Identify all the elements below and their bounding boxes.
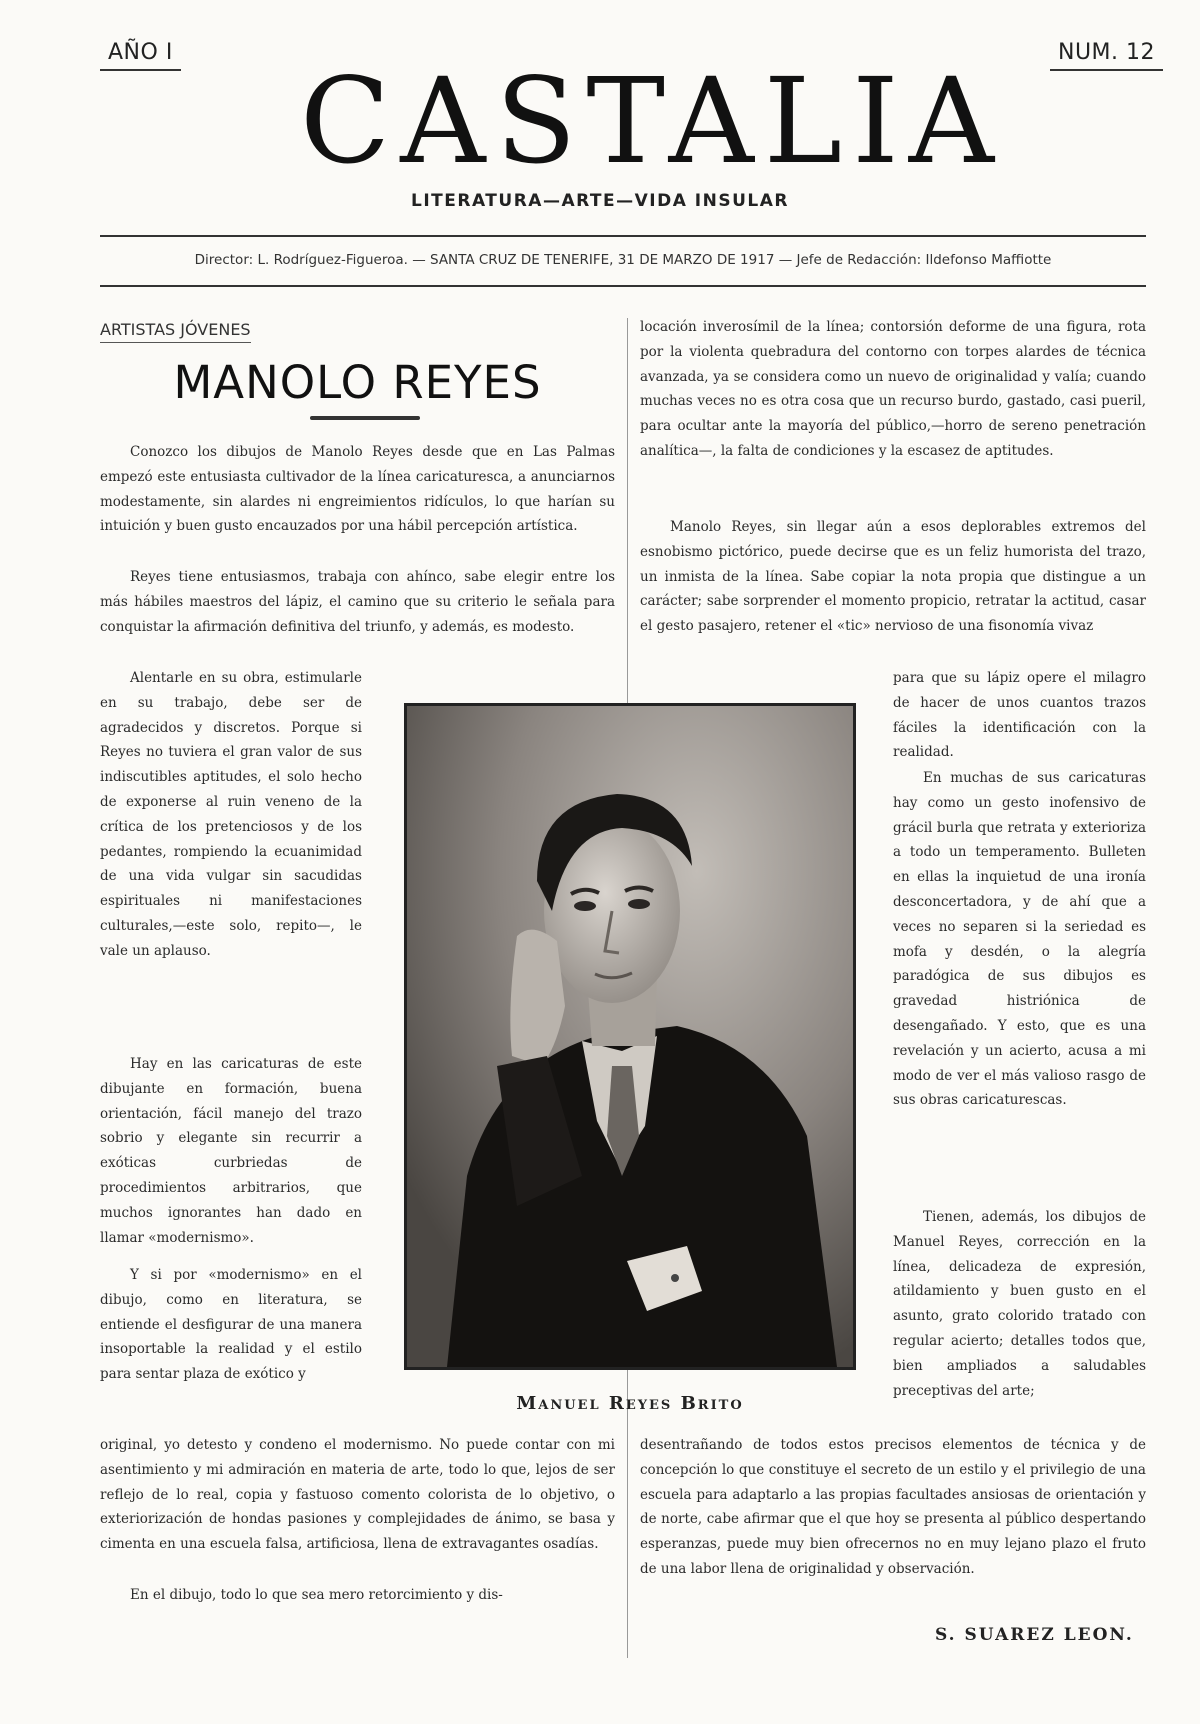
issue-number: NUM. 12	[1050, 40, 1163, 71]
paragraph-enthusiasm: Reyes tiene entusiasmos, trabaja con ahínco, sabe elegir entre los más hábiles maestros del lápiz, el camino que su criterio le señala para conquistar la afirmación definitiva del triunfo, y además, es modesto.	[100, 569, 615, 635]
paragraph-qualities: Tienen, además, los dibujos de Manuel Reyes, corrección en la línea, delicadeza de expresión, atildamiento y buen gusto en el asunto, grato colorido tratado con regular acierto; detalles todos que, bien ampliados a saludables preceptivas del arte;	[893, 1209, 1146, 1399]
header-rule-top	[100, 235, 1146, 237]
paragraph-dislocation: locación inverosímil de la línea; contorsión deforme de una figura, rota por la violenta quebradura del contorno con torpes alardes de técnica avanzada, ya se considera como un nuevo de originalidad y valía; cuando muchas veces no es otra cosa que un recurso burdo, gastado, casi pueril, para ocultar ante la mayoría del público,—horro de sereno penetración analítica—, la falta de condiciones y la escasez de aptitudes.	[640, 319, 1146, 459]
paragraph-conclusion: desentrañando de todos estos precisos elementos de técnica y de concepción lo que constituye el secreto de un estilo y el privilegio de una escuela para adaptarlo a las propias facultades ansiosas de orientación y de norte, cabe afirmar que el que hoy se presenta al público despertando esperanzas, puede muy bien ofrecernos no en muy lejano plazo el fruto de una labor llena de originalidad y observación.	[640, 1437, 1146, 1577]
paragraph-orientation: Hay en las caricaturas de este dibujante en formación, buena orientación, fácil manejo del trazo sobrio y elegante sin recurrir a exóticas curbriedas de procedimientos arbitrarios, que muchos ignorantes han dado en llamar «modernismo».	[100, 1056, 362, 1246]
paragraph-drawing: En el dibujo, todo lo que sea mero retorcimiento y dis-	[130, 1587, 503, 1603]
headline-ornament	[310, 416, 420, 420]
year-label: AÑO I	[100, 40, 181, 71]
paragraph-intro: Conozco los dibujos de Manolo Reyes desde que en Las Palmas empezó este entusiasta cultivador de la línea caricaturesca, a anunciarnos modestamente, sin alardes ni engreimientos ridículos, lo que harían su intuición y buen gusto encauzados por una hábil percepción artística.	[100, 444, 615, 535]
paragraph-miracle: para que su lápiz opere el milagro de hacer de unos cuantos trazos fáciles la identificación con la realidad.	[893, 670, 1146, 761]
photo-caption: Manuel Reyes Brito	[516, 1393, 744, 1414]
portrait-illustration	[407, 706, 853, 1367]
portrait-photo	[404, 703, 856, 1370]
header-rule-bottom	[100, 285, 1146, 287]
paragraph-humorist: Manolo Reyes, sin llegar aún a esos deplorables extremos del esnobismo pictórico, puede decirse que es un feliz humorista del trazo, un inmista de la línea. Sabe copiar la nota propia que distingue a un carácter; sabe sorprender el momento propicio, retratar la actitud, casar el gesto pasajero, retener el «tic» nervioso de una fisonomía vivaz	[640, 519, 1146, 635]
credits-line: Director: L. Rodríguez-Figueroa. — SANTA CRUZ DE TENERIFE, 31 DE MARZO DE 1917 — Jefe de Redacción: Ildefonso Maffiotte	[194, 252, 1052, 268]
masthead-title: CASTALIA	[300, 52, 1004, 190]
paragraph-encourage: Alentarle en su obra, estimularle en su trabajo, debe ser de agradecidos y discretos. Porque si Reyes no tuviera el gran valor de sus indiscutibles aptitudes, el solo hecho de exponerse al ruin veneno de la crítica de los pretenciosos y de los pedantes, rompiendo la ecuanimidad de una vida vulgar sin sacudidas espirituales ni manifestaciones culturales,—este solo, repito—, le vale un aplauso.	[100, 670, 362, 959]
section-label: ARTISTAS JÓVENES	[100, 320, 251, 343]
paragraph-original: original, yo detesto y condeno el modernismo. No puede contar con mi asentimiento y mi admiración en materia de arte, todo lo que, lejos de ser reflejo de lo real, copia y fastuoso comento colorista de lo objetivo, o exteriorización de hondas pasiones y complejidades de ánimo, se basa y cimenta en una escuela falsa, artificiosa, llena de extravagantes osadías.	[100, 1437, 615, 1553]
author-signature: S. SUAREZ LEON.	[935, 1625, 1134, 1645]
tagline: LITERATURA—ARTE—VIDA INSULAR	[411, 191, 789, 211]
article-headline: MANOLO REYES	[173, 356, 542, 409]
paragraph-caricatures: En muchas de sus caricaturas hay como un gesto inofensivo de grácil burla que retrata y exterioriza a todo un temperamento. Bulleten en ellas la inquietud de una ironía desconcertadora, y de ahí que a veces no separen si la seriedad es mofa y desdén, o la alegría paradógica de sus dibujos es gravedad histriónica de desengañado. Y esto, que es una revelación y un acierto, acusa a mi modo de ver el más valioso rasgo de sus obras caricaturescas.	[893, 770, 1146, 1109]
paragraph-modernism: Y si por «modernismo» en el dibujo, como en literatura, se entiende el desfigurar de una manera insoportable la realidad y el estilo para sentar plaza de exótico y	[100, 1267, 362, 1383]
